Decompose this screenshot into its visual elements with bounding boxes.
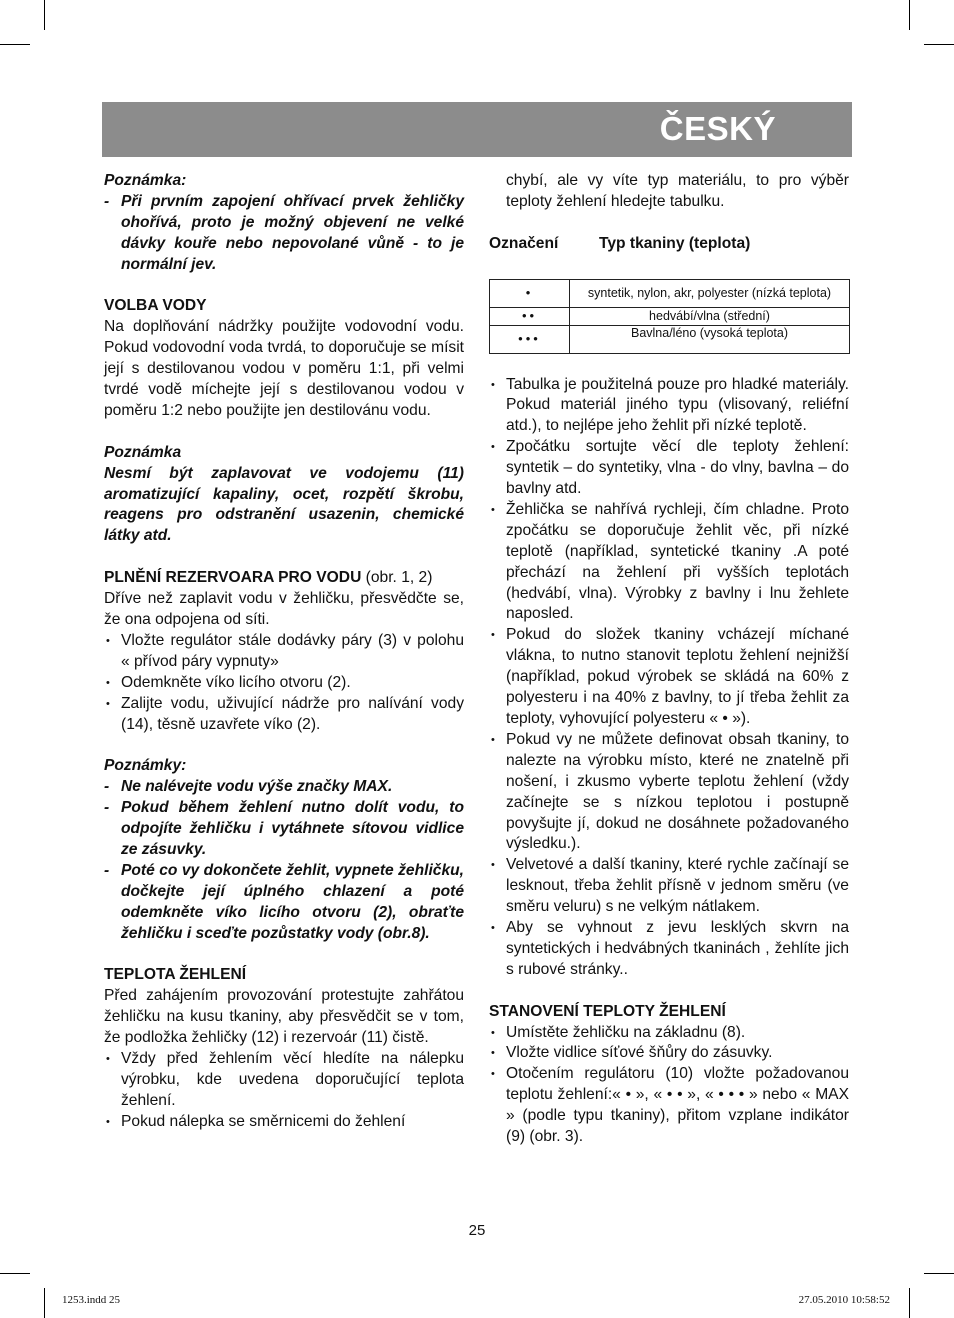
- heading-text: PLNĚNÍ REZERVOARA PRO VODU: [104, 569, 362, 587]
- crop-mark: [924, 44, 954, 45]
- section-heading-teplota: TEPLOTA ŽEHLENÍ: [104, 966, 247, 984]
- note-item: - Ne nalévejte vodu výše značky MAX.: [104, 777, 464, 798]
- section-heading-volba-vody: VOLBA VODY: [104, 297, 207, 315]
- note-title: Poznámka: [104, 443, 182, 461]
- note-item: - Při prvním zapojení ohřívací prvek žehličky ohořívá, proto je možný objevení ne velké dávky kouře nebo nepovolané vůně - to je normální jev.: [104, 192, 464, 276]
- crop-mark: [44, 1288, 45, 1318]
- crop-mark: [0, 1273, 30, 1274]
- list-item: • Pokud nálepka se směrnicemi do žehlení: [104, 1112, 464, 1133]
- note-title: Poznámky:: [104, 757, 187, 775]
- table-heading-mark: Označení: [489, 234, 559, 252]
- figure-reference: (obr. 1, 2): [361, 569, 433, 587]
- right-column: [489, 171, 849, 1148]
- section-heading-plneni: [104, 568, 464, 589]
- list-item: • Žehlička se nahřívá rychleji, čím chladne. Proto zpočátku se doporučuje žehlit věc, při nízké teplotě (například, syntetické tkaniny .A poté přechází na žehlení při vyšších teplotách (hedvábí, vlna). Výrobky z bavlny i lnu žehlete naposled.: [489, 500, 849, 625]
- crop-mark: [0, 44, 30, 45]
- crop-mark: [909, 1288, 910, 1318]
- list-item: • Vložte regulátor stále dodávky páry (3) v polohu « přívod páry vypnuty»: [104, 631, 464, 673]
- footer-timestamp: 27.05.2010 10:58:52: [798, 1294, 890, 1306]
- table-cell-mark: ••: [490, 307, 570, 325]
- footer-file: 1253.indd 25: [62, 1294, 121, 1306]
- table-cell-mark: •••: [490, 325, 570, 353]
- note-item: - Poté co vy dokončete žehlit, vypnete žehličku, dočkejte její úplného chlazení a poté odemkněte víko licího otvoru (2), obraťte žehličku i sceďte pozůstatky vody (obr.8).: [104, 861, 464, 945]
- table-cell-desc: syntetik, nylon, akr, polyester (nízká teplota): [570, 279, 850, 307]
- table-row: [490, 325, 850, 353]
- bullet-list: [104, 631, 464, 736]
- page-number: 25: [468, 1222, 486, 1239]
- list-item: • Pokud do složek tkaniny vcházejí míchané vlákna, to nutno stanovit teplotu žehlení nejnižší (například, pokud výrobek se skládá na 60% z polyesteru i na 40% z bavlny, to jí třeba žehlit za teploty, vyhovující polyesteru « • »).: [489, 625, 849, 730]
- language-banner: [102, 102, 852, 157]
- list-item: • Umístěte žehličku na základnu (8).: [489, 1023, 849, 1044]
- bullet-list: [489, 375, 849, 981]
- paragraph: chybí, ale vy víte typ materiálu, to pro výběr teploty žehlení hledejte tabulku.: [506, 172, 849, 210]
- crop-mark: [44, 0, 45, 30]
- paragraph: Před zahájením provozování protestujte zahřátou žehličku na kusu tkaniny, aby přesvědčit se v tom, že podložka žehličky (12) i rezervoár (11) čistě.: [104, 987, 464, 1047]
- list-item: • Pokud vy ne můžete definovat obsah tkaniny, to nalezte na výrobku místo, které ne znatelně při nošení, i zkusmo vyberte teplotu žehlení (vždy začínejte se s nízkou teplotou i postupně povyšujte jí, dokud ne dosáhnete požadovaného výsledku.).: [489, 730, 849, 855]
- list-item: • Aby se vyhnout z jevu lesklých skvrn na syntetických i hedvábných tkaninách , žehlíte jich s rubové stránky..: [489, 918, 849, 981]
- note-list: [104, 192, 464, 276]
- paragraph: Na doplňování nádržky použijte vodovodní vodu. Pokud vodovodní voda tvrdá, to doporučuje se mísit její s destilovanou vodou v poměru 1:1, při velmi tvrdé vodě míchejte její s destilovanou vodou v poměru 1:2 nebo použijte jen destilovánu vodu.: [104, 318, 464, 419]
- paragraph: Dříve než zaplavit vodu v žehličku, přesvědčte se, že ona odpojena od síti.: [104, 590, 464, 628]
- list-item: • Zpočátku sortujte věcí dle teploty žehlení: syntetik – do syntetiky, vlna - do vlny, bavlna – do bavlny atd.: [489, 437, 849, 500]
- banner-title: ČESKÝ: [659, 110, 776, 147]
- temperature-table: [489, 279, 850, 354]
- bullet-list: [489, 1023, 849, 1148]
- table-row: [490, 279, 850, 307]
- note-list: [104, 777, 464, 944]
- bullet-list: [104, 1049, 464, 1133]
- list-item: • Odemkněte víko licího otvoru (2).: [104, 673, 464, 694]
- left-column: [104, 171, 464, 1133]
- note-text: Nesmí být zaplavovat ve vodojemu (11) aromatizující kapaliny, ocet, rozpětí škrobu, reagens pro odstranění usazenin, chemické látky atd.: [104, 464, 464, 545]
- section-heading-stanoveni: STANOVENÍ TEPLOTY ŽEHLENÍ: [489, 1002, 726, 1020]
- list-item: • Vždy před žehlením věcí hledíte na nálepku výrobku, kde uvedena doporučující teplota žehlení.: [104, 1049, 464, 1112]
- list-item: • Tabulka je použitelná pouze pro hladké materiály. Pokud materiál jiného typu (vlisovaný, reliéfní atd.), to nejlépe jeho žehlit při nízké teplotě.: [489, 375, 849, 438]
- table-cell-desc: hedvábí/vlna (střední): [570, 307, 850, 325]
- table-cell-desc: Bavlna/léno (vysoká teplota): [570, 325, 850, 353]
- table-heading: [489, 234, 849, 255]
- crop-mark: [909, 0, 910, 30]
- list-item: • Zalijte vodu, uživující nádrže pro nalívání vody (14), těsně uzavřete víko (2).: [104, 694, 464, 736]
- list-item: • Otočením regulátoru (10) vložte požadovanou teplotu žehlení:« • », « • • », « • • • » nebo « MAX » (podle typu tkaniny), přitom vzplane indikátor (9) (obr. 3).: [489, 1064, 849, 1148]
- table-row: [490, 307, 850, 325]
- note-title: Poznámka:: [104, 172, 187, 189]
- list-item: • Vložte vidlice síťové šňůry do zásuvky.: [489, 1043, 849, 1064]
- table-heading-type: Typ tkaniny (teplota): [599, 234, 751, 252]
- list-item: • Velvetové a další tkaniny, které rychle začínají se lesknout, třeba žehlit přísně v jednom směru (ve směru veluru) s ne velkým nátlakem.: [489, 855, 849, 918]
- note-item: - Pokud během žehlení nutno dolít vodu, to odpojíte žehličku i vytáhnete sítovou vidlice ze zásuvky.: [104, 798, 464, 861]
- crop-mark: [924, 1273, 954, 1274]
- table-cell-mark: •: [490, 279, 570, 307]
